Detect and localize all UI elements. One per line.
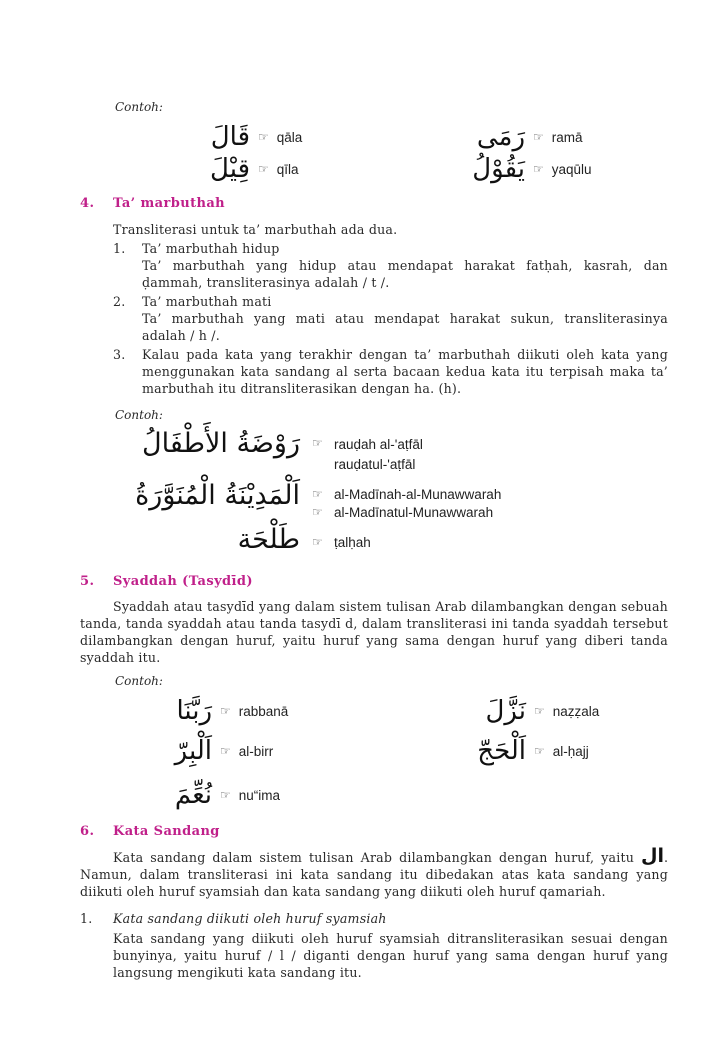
pointing-hand-icon: ☞ (220, 788, 231, 802)
section-number: 5. (80, 574, 95, 589)
section-number: 4. (80, 196, 95, 211)
example-row (180, 122, 302, 152)
example-row (460, 696, 599, 726)
example-row (455, 154, 592, 184)
example-row (460, 736, 589, 766)
example-row (180, 154, 299, 184)
transliteration: al-Madīnatul-Munawwarah (334, 505, 494, 520)
arabic-word: نُعِّمَ (174, 780, 212, 810)
contoh-label: Contoh: (115, 674, 163, 688)
pointing-hand-icon: ☞ (534, 704, 545, 718)
body-text: . Namun, dalam transliterasi ini kata sandang itu dibedakan atas kata sandang yang diikuti oleh huruf syamsiah dan kata sandang yang diikuti oleh huruf qamariah. (80, 850, 668, 899)
arabic-phrase: اَلْمَدِيْنَةُ الْمُنَوَّرَةُ (135, 480, 300, 511)
arabic-word: قَالَ (210, 122, 250, 152)
pointing-hand-icon: ☞ (312, 505, 323, 519)
arabic-phrase: طَلْحَة (237, 524, 300, 555)
arabic-word: رَبَّنَا (176, 696, 212, 726)
contoh-label: Contoh: (115, 408, 163, 422)
transliteration: rauḍatul-'aṭfāl (334, 457, 416, 472)
transliteration: ramā (551, 129, 583, 145)
arabic-word: اَلْحَجّ (477, 736, 526, 766)
transliteration: al-birr (238, 743, 274, 759)
contoh-label: Contoh: (115, 100, 163, 114)
subsection-body: Kata sandang yang diikuti oleh huruf syamsiah ditransliterasikan sesuai dengan bunyinya, yaitu huruf / l / diganti dengan huruf yang sama dengan huruf yang langsung mengikuti kata sandang itu. (113, 931, 668, 980)
list-number: 2. (113, 294, 126, 309)
example-row (150, 780, 280, 810)
pointing-hand-icon: ☞ (258, 130, 269, 144)
pointing-hand-icon: ☞ (533, 162, 544, 176)
pointing-hand-icon: ☞ (534, 744, 545, 758)
section-intro: Transliterasi untuk ta’ marbuthah ada dua. (113, 222, 398, 237)
arabic-word: نَزَّلَ (485, 696, 526, 726)
section-body: Syaddah atau tasydīd yang dalam sistem tulisan Arab dilambangkan dengan sebuah tanda, tanda syaddah atau tanda tasydī d, dalam transliterasi ini tanda syaddah tersebut dilambangkan dengan huruf, yaitu huruf yang sama dengan huruf yang diberi tanda syaddah itu. (80, 599, 668, 665)
pointing-hand-icon: ☞ (258, 162, 269, 176)
pointing-hand-icon: ☞ (312, 436, 323, 450)
transliteration: ṭalḥah (334, 535, 371, 550)
subsection-title: Kata sandang diikuti oleh huruf syamsiah (113, 911, 387, 926)
example-row (455, 122, 583, 152)
pointing-hand-icon: ☞ (312, 487, 323, 501)
transliteration: nu“ima (238, 787, 281, 803)
pointing-hand-icon: ☞ (220, 744, 231, 758)
transliteration: rabbanā (238, 703, 289, 719)
section-number: 6. (80, 824, 95, 839)
section-body (80, 845, 668, 900)
list-number: 1. (113, 241, 126, 256)
transliteration: al-ḥajj (552, 743, 589, 759)
body-text: Kata sandang dalam sistem tulisan Arab dilambangkan dengan huruf, yaitu (113, 850, 635, 865)
example-row (150, 736, 273, 766)
section-title: Ta’ marbuthah (113, 196, 226, 211)
list-item-head: Ta’ marbuthah mati (142, 294, 272, 309)
transliteration: rauḍah al-'aṭfāl (334, 437, 423, 452)
arabic-word: قِيْلَ (210, 154, 250, 184)
arabic-word: اَلْبِرّ (174, 736, 212, 766)
transliteration: qīla (276, 161, 299, 177)
pointing-hand-icon: ☞ (220, 704, 231, 718)
list-item-head: Ta’ marbuthah hidup (142, 241, 280, 256)
section-title: Syaddah (Tasydīd) (113, 574, 253, 589)
arabic-word: رَمَى (476, 122, 525, 152)
al-glyph: ال (640, 845, 664, 867)
example-row (150, 696, 288, 726)
transliteration: naẓẓala (552, 703, 600, 719)
list-item-body: Kalau pada kata yang terakhir dengan ta’ marbuthah diikuti oleh kata yang menggunakan kata sandang al serta bacaan kedua kata itu terpisah maka ta’ marbuthah itu ditransliterasikan dengan ha. (h). (142, 347, 668, 396)
transliteration: al-Madīnah-al-Munawwarah (334, 487, 502, 502)
transliteration: yaqūlu (551, 161, 592, 177)
pointing-hand-icon: ☞ (312, 535, 323, 549)
pointing-hand-icon: ☞ (533, 130, 544, 144)
list-number: 1. (80, 911, 93, 926)
list-item-body: Ta’ marbuthah yang hidup atau mendapat harakat fatḥah, kasrah, dan ḍammah, transliterasinya adalah / t /. (142, 258, 668, 290)
transliteration: qāla (276, 129, 303, 145)
arabic-word: يَقُوْلُ (472, 154, 525, 184)
list-item-body: Ta’ marbuthah yang mati atau mendapat harakat sukun, transliterasinya adalah / h /. (142, 311, 668, 343)
list-number: 3. (113, 347, 126, 362)
section-title: Kata Sandang (113, 824, 220, 839)
arabic-phrase: رَوْضَةُ الأَطْفَالُ (142, 428, 300, 459)
